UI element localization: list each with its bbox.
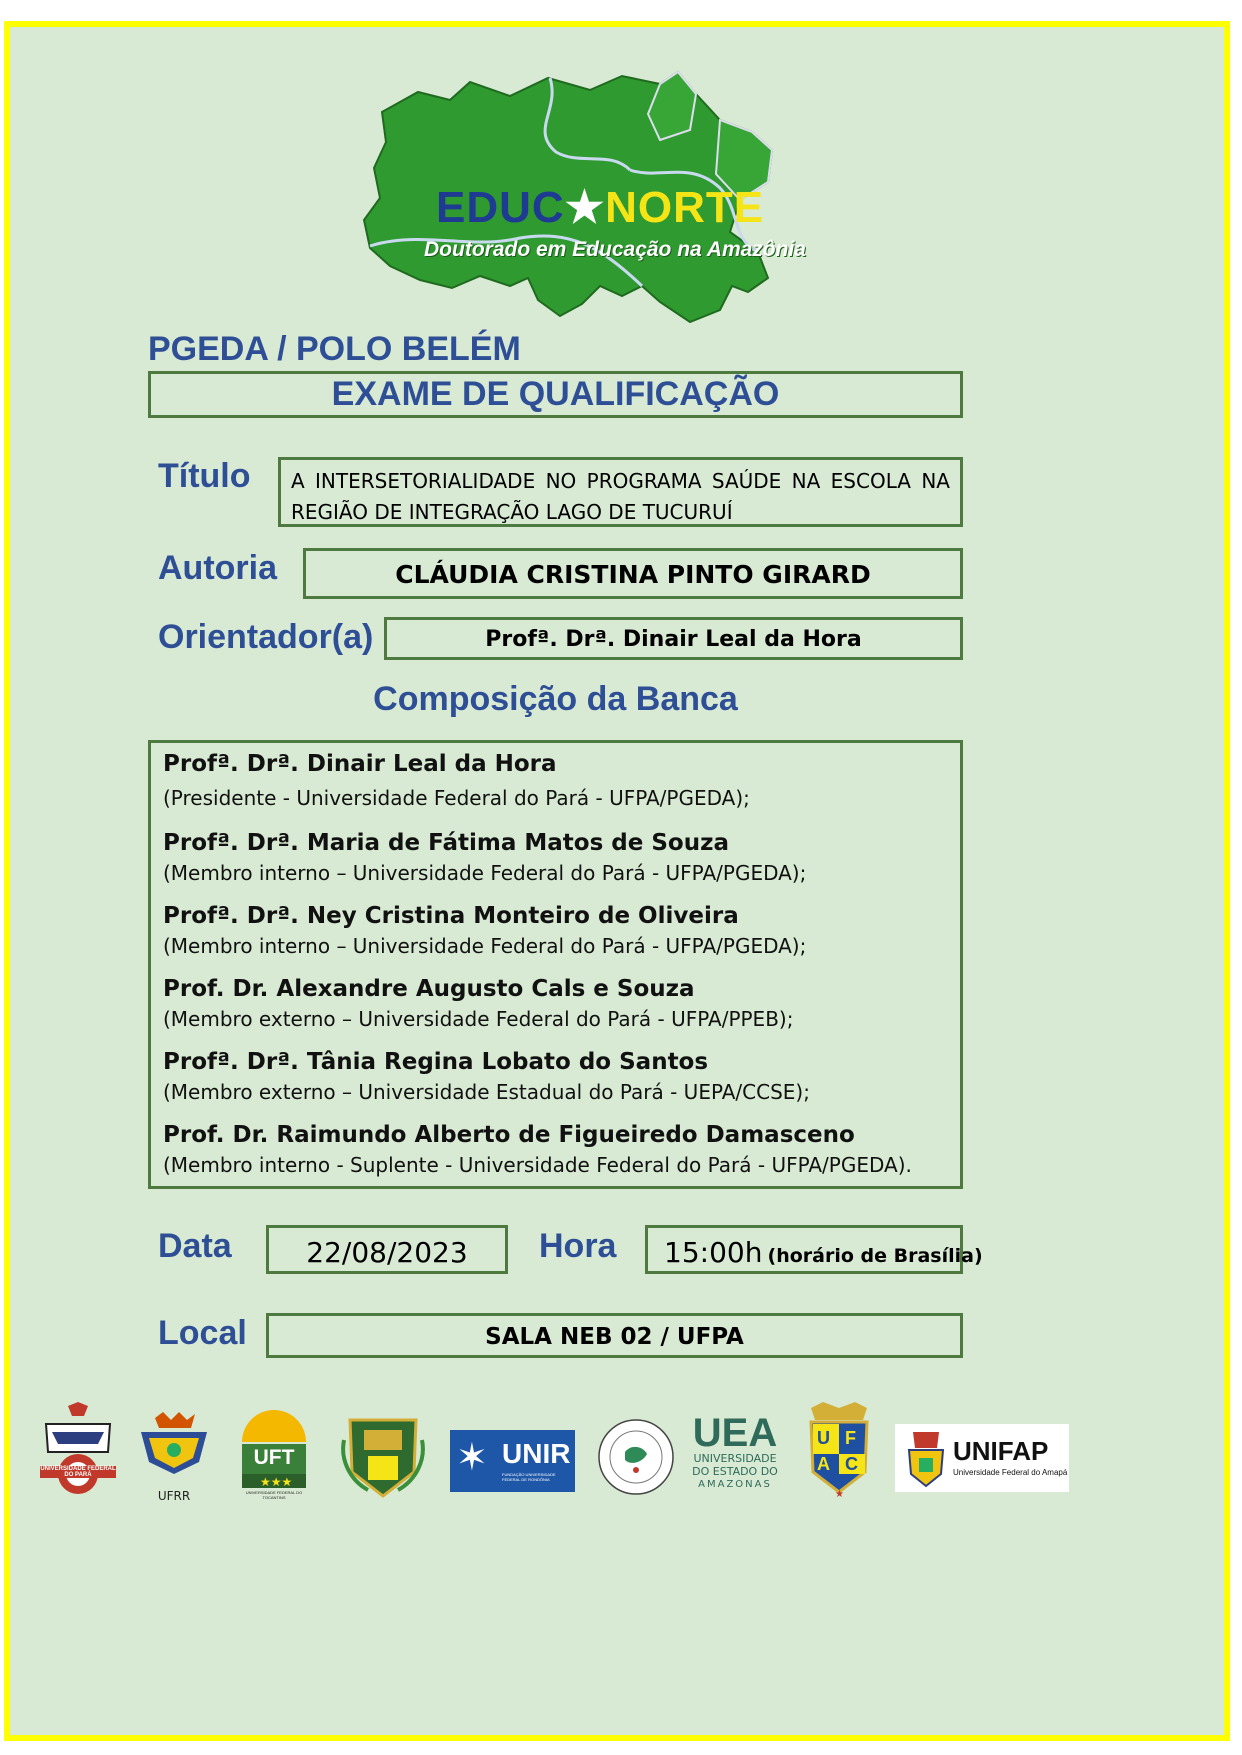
- member-name: Profª. Drª. Maria de Fátima Matos de Souza: [163, 830, 729, 856]
- member-name: Profª. Drª. Tânia Regina Lobato do Santos: [163, 1049, 709, 1075]
- autoria-value: CLÁUDIA CRISTINA PINTO GIRARD: [395, 560, 871, 589]
- unifap-label: UNIFAP: [953, 1436, 1049, 1466]
- svg-text:★★★: ★★★: [260, 1475, 293, 1489]
- member-name: Prof. Dr. Raimundo Alberto de Figueiredo Damasceno: [163, 1122, 855, 1148]
- uea-label: UEA: [692, 1411, 778, 1455]
- autoria-box: [303, 548, 963, 599]
- orientador-box: [384, 617, 963, 660]
- data-box: [266, 1225, 508, 1274]
- member-name: Prof. Dr. Alexandre Augusto Cals e Souza: [163, 976, 695, 1002]
- ufac-letter-u: U: [817, 1428, 830, 1448]
- unir-label: UNIR: [502, 1438, 571, 1469]
- member-role: (Membro externo – Universidade Federal do Pará - UFPA/PPEB);: [163, 1007, 794, 1031]
- ufrr-logo: [135, 1412, 213, 1503]
- uea-subtitle-3: AMAZONAS: [698, 1479, 772, 1490]
- member-role: (Presidente - Universidade Federal do Pará - UFPA/PGEDA);: [163, 786, 750, 810]
- uft-label: UFT: [253, 1446, 295, 1469]
- member-name: Profª. Drª. Dinair Leal da Hora: [163, 751, 557, 777]
- hora-label: Hora: [539, 1227, 617, 1265]
- member-role: (Membro interno - Suplente - Universidade Federal do Pará - UFPA/PGEDA).: [163, 1153, 912, 1177]
- local-box: [266, 1313, 963, 1358]
- data-value: 22/08/2023: [306, 1236, 468, 1269]
- hora-value: 15:00h: [664, 1236, 763, 1269]
- local-label: Local: [158, 1314, 247, 1352]
- ufac-letter-f: F: [845, 1428, 856, 1448]
- autoria-label: Autoria: [158, 549, 277, 587]
- program-title: PGEDA / POLO BELÉM: [148, 330, 521, 368]
- unir-subtitle: FUNDAÇÃO UNIVERSIDADE FEDERAL DE RONDÔNIA: [502, 1472, 556, 1482]
- orientador-label: Orientador(a): [158, 618, 374, 656]
- unir-logo: [450, 1430, 575, 1492]
- local-value: SALA NEB 02 / UFPA: [485, 1324, 744, 1350]
- banca-box: [148, 740, 963, 1189]
- uea-subtitle-2: DO ESTADO DO: [692, 1465, 778, 1478]
- ufpa-ribbon: UNIVERSIDADE FEDERAL DO PARÁ: [40, 1466, 116, 1478]
- hora-note: (horário de Brasília): [767, 1245, 983, 1267]
- member-role: (Membro interno – Universidade Federal do Pará - UFPA/PGEDA);: [163, 934, 807, 958]
- uft-subtitle: UNIVERSIDADE FEDERAL DO TOCANTINS: [245, 1490, 303, 1500]
- member-name: Profª. Drª. Ney Cristina Monteiro de Oliveira: [163, 903, 739, 929]
- unifap-logo: [895, 1424, 1069, 1492]
- orientador-value: Profª. Drª. Dinair Leal da Hora: [485, 627, 862, 652]
- ufac-letter-c: C: [845, 1454, 858, 1474]
- ufam-seal-icon: [597, 1418, 675, 1496]
- educanorte-logo: [360, 70, 870, 340]
- unifesspa-crest-icon: [340, 1410, 426, 1500]
- uea-logo: [692, 1411, 778, 1500]
- unifap-subtitle: Universidade Federal do Amapá: [953, 1468, 1068, 1477]
- banca-heading: Composição da Banca: [373, 680, 738, 718]
- ufrr-label: UFRR: [157, 1489, 191, 1503]
- titulo-value: A INTERSETORIALIDADE NO PROGRAMA SAÚDE NA ESCOLA NA REGIÃO DE INTEGRAÇÃO LAGO DE TUCURUÍ: [291, 469, 950, 524]
- unifap-crest-icon: [903, 1428, 949, 1488]
- titulo-label: Título: [158, 457, 251, 495]
- svg-text:★: ★: [835, 1489, 844, 1500]
- unir-star-icon: ✶: [456, 1437, 488, 1479]
- member-role: (Membro interno – Universidade Federal do Pará - UFPA/PGEDA);: [163, 861, 807, 885]
- ufac-letter-a: A: [817, 1454, 830, 1474]
- hora-box: [645, 1225, 983, 1274]
- member-role: (Membro externo – Universidade Estadual do Pará - UEPA/CCSE);: [163, 1080, 810, 1104]
- titulo-box: [278, 457, 963, 527]
- exam-title-box: [148, 371, 963, 418]
- ufpa-logo: [38, 1402, 118, 1502]
- educanorte-wordmark: EDUC★NORTE: [436, 183, 765, 232]
- exam-title: EXAME DE QUALIFICAÇÃO: [331, 375, 780, 413]
- uft-logo: [238, 1408, 310, 1500]
- uea-subtitle-1: UNIVERSIDADE: [693, 1452, 777, 1465]
- logo-subtitle: Doutorado em Educação na Amazônia: [424, 238, 806, 261]
- data-label: Data: [158, 1227, 232, 1265]
- hora-line: [648, 1228, 983, 1282]
- ufac-logo: [803, 1402, 875, 1500]
